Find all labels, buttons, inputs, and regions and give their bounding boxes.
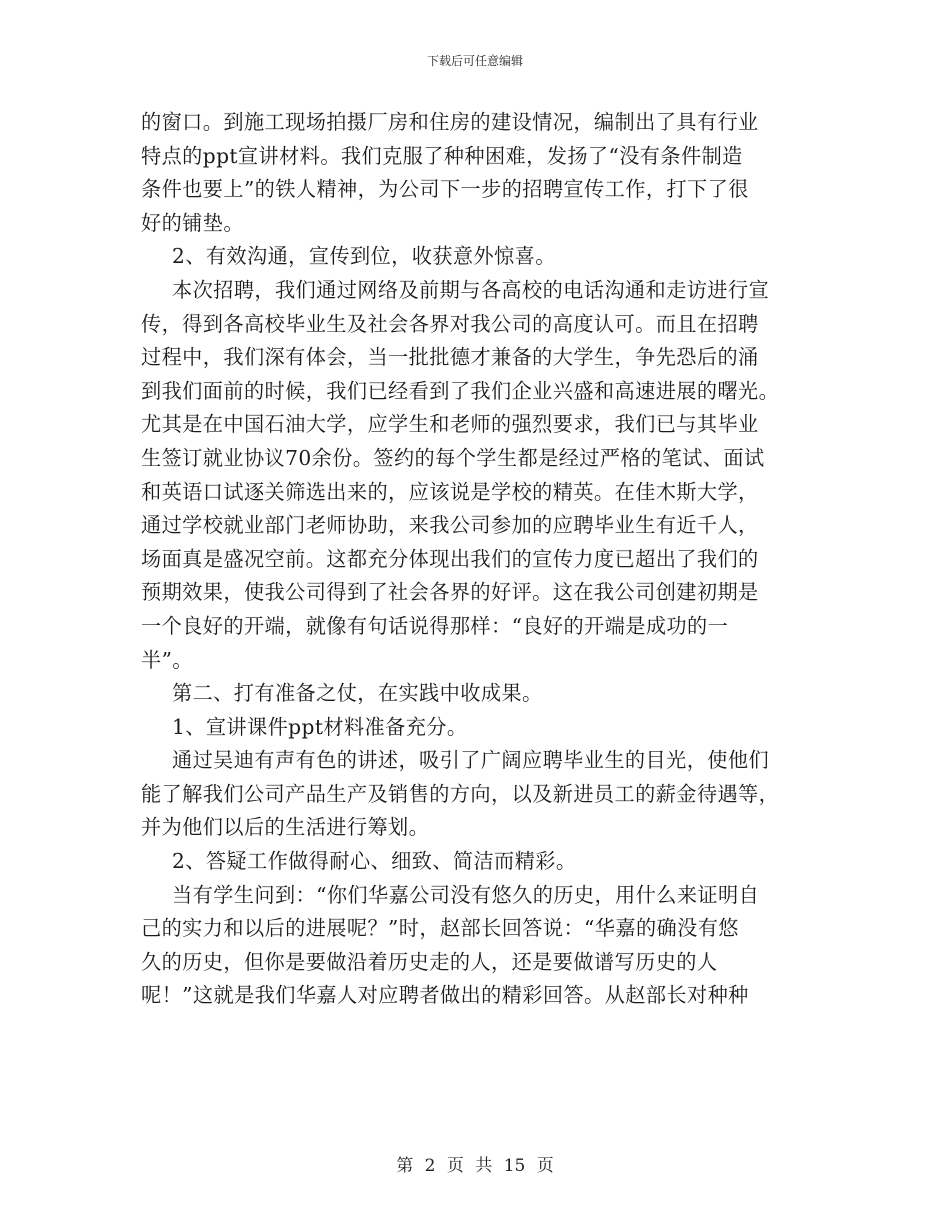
body-text-line: 到我们面前的时候，我们已经看到了我们企业兴盛和高速进展的曙光。	[141, 378, 780, 403]
body-text-line: 通过学校就业部门老师协助，来我公司参加的应聘毕业生有近千人，	[141, 513, 759, 538]
body-text-line: 的窗口。到施工现场拍摄厂房和住房的建设情况，编制出了具有行业	[141, 110, 759, 134]
body-text-line: 尤其是在中国石油大学，应学生和老师的强烈要求，我们已与其毕业	[141, 412, 759, 437]
body-text-line: 条件也要上”的铁人精神，为公司下一步的招聘宣传工作，打下了很	[141, 177, 749, 202]
body-text-line: 场面真是盛况空前。这都充分体现出我们的宣传力度已超出了我们的	[141, 546, 759, 571]
body-text-line: 半”。	[141, 647, 193, 672]
body-text-line: 生签订就业协议70余份。签约的每个学生都是经过严格的笔试、面试	[141, 445, 765, 470]
body-text-line: 并为他们以后的生活进行筹划。	[141, 815, 430, 840]
body-text-line: 好的铺垫。	[141, 210, 244, 235]
body-text-line: 能了解我们公司产品生产及销售的方向，以及新进员工的薪金待遇等，	[141, 781, 780, 806]
body-text-line: 第二、打有准备之仗，在实践中收成果。	[172, 681, 543, 706]
body-text-line: 2、有效沟通，宣传到位，收获意外惊喜。	[172, 244, 556, 269]
body-text-line: 和英语口试逐关筛选出来的，应该说是学校的精英。在佳木斯大学，	[141, 479, 759, 504]
page-header: 下载后可任意编辑	[426, 54, 523, 68]
body-text-line: 呢！”这就是我们华嘉人对应聘者做出的精彩回答。从赵部长对种种	[141, 983, 749, 1008]
body-text-line: 本次招聘，我们通过网络及前期与各高校的电话沟通和走访进行宣	[172, 277, 770, 302]
body-text-line: 一个良好的开端，就像有句话说得那样：“良好的开端是成功的一	[141, 613, 729, 638]
body-text-line: 通过吴迪有声有色的讲述，吸引了广阔应聘毕业生的目光，使他们	[172, 748, 770, 773]
body-text-line: 当有学生问到：“你们华嘉公司没有悠久的历史，用什么来证明自	[172, 882, 760, 907]
page-footer-page-number: 第 2 页 共 15 页	[396, 1156, 554, 1176]
body-text-line: 久的历史，但你是要做沿着历史走的人，还是要做谱写历史的人	[141, 949, 718, 974]
body-text-line: 过程中，我们深有体会，当一批批德才兼备的大学生，争先恐后的涌	[141, 345, 759, 370]
body-text-line: 己的实力和以后的进展呢？”时，赵部长回答说：“华嘉的确没有悠	[141, 916, 739, 941]
body-text-line: 2、答疑工作做得耐心、细致、简洁而精彩。	[172, 849, 577, 874]
body-text-line: 1、宣讲课件ppt材料准备充分。	[172, 714, 468, 739]
body-text-line: 预期效果，使我公司得到了社会各界的好评。这在我公司创建初期是	[141, 580, 759, 605]
body-text-line: 传，得到各高校毕业生及社会各界对我公司的高度认可。而且在招聘	[141, 311, 759, 336]
document-body	[141, 106, 821, 1013]
body-text-line: 特点的ppt宣讲材料。我们克服了种种困难，发扬了“没有条件制造	[141, 143, 743, 168]
